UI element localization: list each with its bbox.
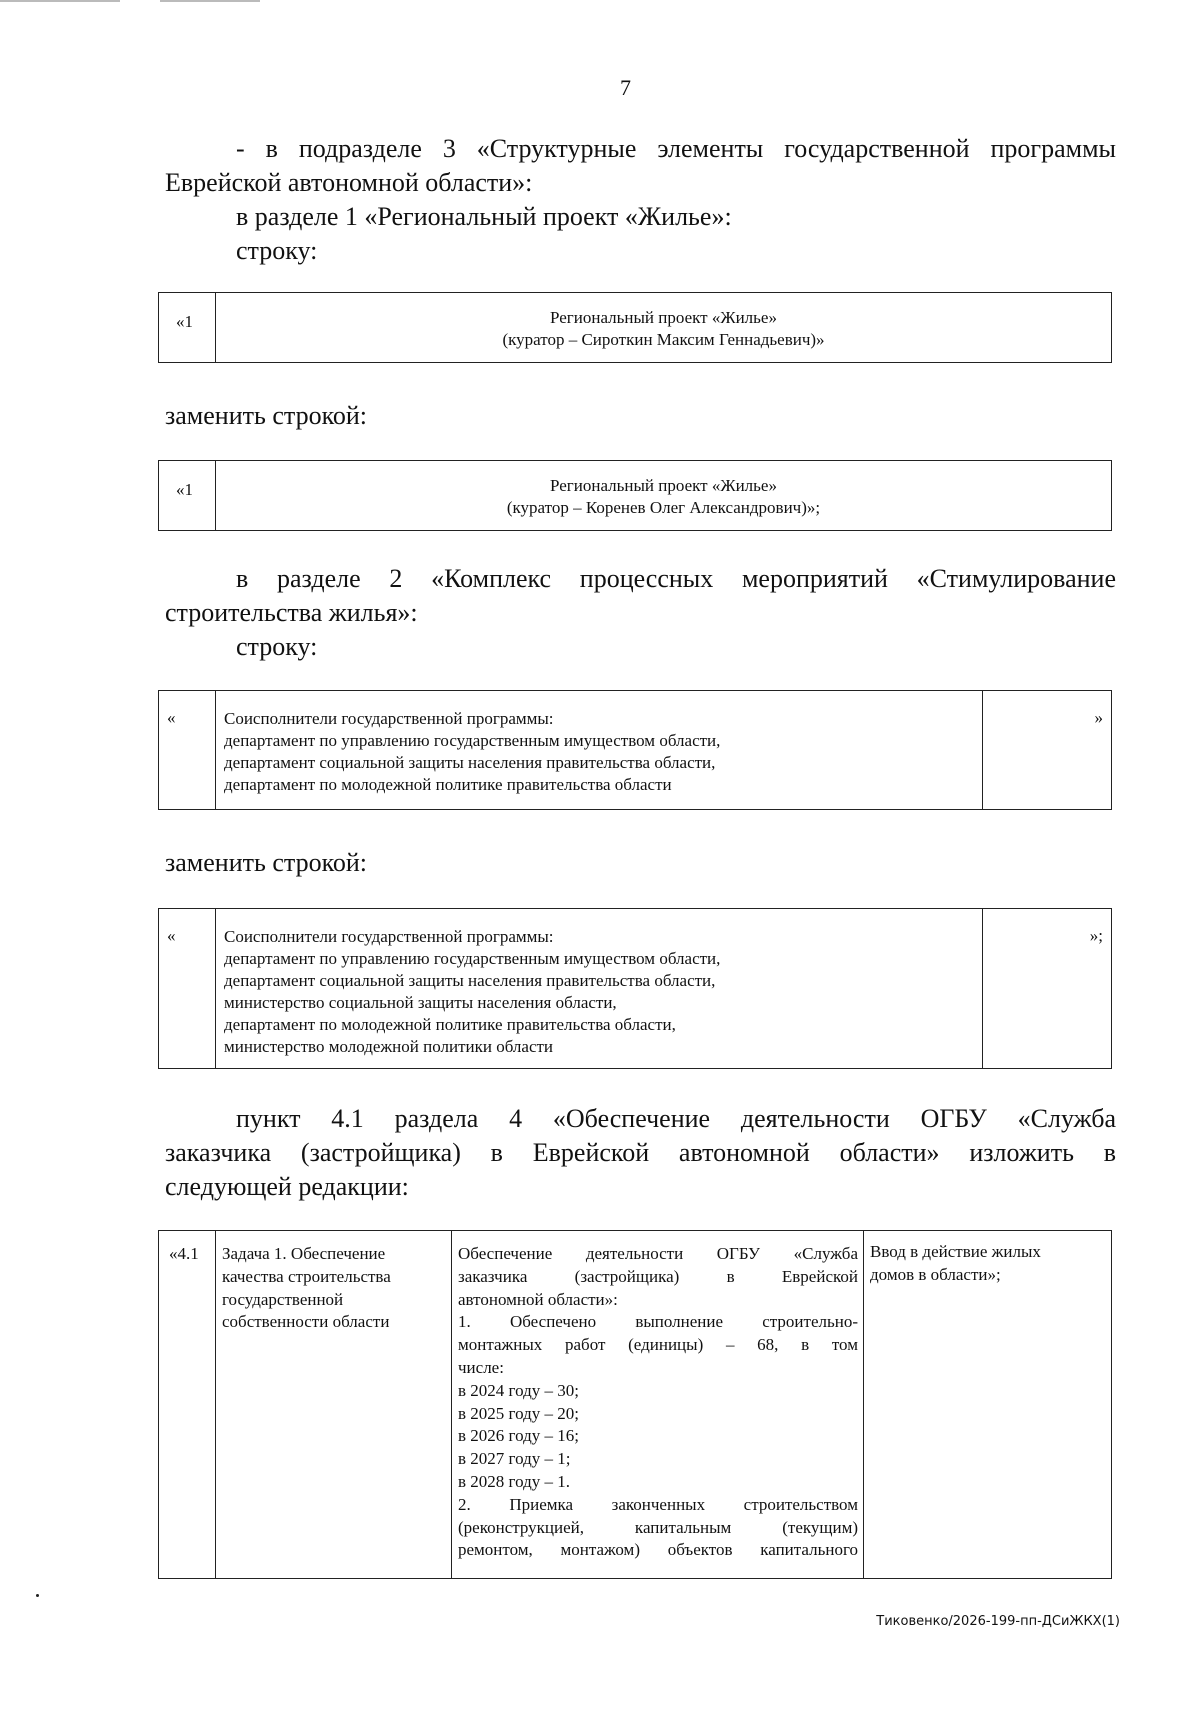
page-number: 7 — [620, 75, 631, 100]
project-cell — [215, 461, 1111, 530]
description-line: заказчика (застройщика) в Еврейской — [458, 1266, 858, 1286]
replace-label-1: заменить строкой: — [165, 401, 368, 430]
document-code: Тиковенко/2026-199-пп-ДСиЖКХ(1) — [876, 1614, 1120, 1629]
row-number: «1 — [176, 312, 193, 331]
intro-line-2: Еврейской автономной области»: — [165, 168, 533, 197]
section3-line-3: следующей редакции: — [165, 1172, 409, 1201]
description-line: 2. Приемка законченных строительством — [458, 1494, 858, 1514]
description-line: монтажных работ (единицы) – 68, в том — [458, 1335, 858, 1355]
table-new-row-1 — [158, 460, 1112, 531]
project-curator: (куратор – Сироткин Максим Геннадьевич)» — [502, 330, 825, 349]
open-quote: « — [167, 708, 176, 727]
coexecutors-cell — [215, 691, 982, 809]
table-new-coexecutors — [158, 908, 1112, 1069]
table-item-4-1 — [158, 1230, 1112, 1579]
description-line: в 2025 году – 20; — [458, 1403, 579, 1423]
close-quote: »; — [1089, 926, 1103, 945]
close-quote-cell — [982, 691, 1111, 809]
coexecutors-line: Соисполнители государственной программы: — [224, 709, 554, 728]
task-line: государственной — [222, 1289, 344, 1309]
description-line: ремонтом, монтажом) объектов капитального — [458, 1540, 858, 1560]
table-old-coexecutors — [158, 690, 1112, 810]
section2-line-2: строительства жилья»: — [165, 598, 418, 627]
task-line: Задача 1. Обеспечение — [222, 1244, 386, 1263]
project-curator: (куратор – Коренев Олег Александрович)»; — [506, 498, 821, 517]
scan-artifact — [0, 0, 120, 2]
result-line: Ввод в действие жилых — [870, 1242, 1041, 1261]
description-line: 1. Обеспечено выполнение строительно- — [458, 1312, 858, 1332]
replace-label-2: заменить строкой: — [165, 848, 368, 877]
task-line: качества строительства — [222, 1266, 391, 1286]
description-line: (реконструкцией, капитальным (текущим) — [458, 1517, 858, 1537]
description-line: в 2028 году – 1. — [458, 1471, 570, 1491]
coexecutors-line: департамент по молодежной политике правительства области — [224, 775, 672, 794]
result-line: домов в области»; — [870, 1264, 1001, 1284]
section3-line-1: пункт 4.1 раздела 4 «Обеспечение деятельности ОГБУ «Служба — [236, 1104, 1116, 1133]
description-line: Обеспечение деятельности ОГБУ «Служба — [458, 1244, 858, 1263]
item-number: «4.1 — [169, 1244, 199, 1263]
project-cell — [215, 293, 1111, 362]
coexecutors-line: департамент по управлению государственным имуществом области, — [224, 949, 721, 968]
coexecutors-line: департамент по управлению государственным имуществом области, — [224, 731, 721, 750]
coexecutors-line: министерство социальной защиты населения области, — [224, 993, 617, 1012]
task-cell — [215, 1231, 451, 1578]
coexecutors-cell — [215, 909, 982, 1068]
task-line: собственности области — [222, 1312, 390, 1332]
section3-line-2: заказчика (застройщика) в Еврейской автономной области» изложить в — [165, 1138, 1116, 1167]
close-quote-cell — [982, 909, 1111, 1068]
coexecutors-line: департамент социальной защиты населения правительства области, — [224, 971, 716, 990]
description-line: в 2027 году – 1; — [458, 1449, 571, 1469]
coexecutors-line: департамент по молодежной политике правительства области, — [224, 1015, 676, 1034]
result-cell — [863, 1231, 1111, 1578]
description-line: в 2026 году – 16; — [458, 1426, 579, 1446]
row-number: «1 — [176, 480, 193, 499]
description-line: автономной области»: — [458, 1289, 618, 1309]
coexecutors-line: министерство молодежной политики области — [224, 1037, 554, 1056]
description-cell — [451, 1231, 863, 1578]
intro-line-1: - в подразделе 3 «Структурные элементы государственной программы — [236, 134, 1116, 163]
table-old-row-1 — [158, 292, 1112, 363]
close-quote: » — [1094, 708, 1103, 727]
project-name: Региональный проект «Жилье» — [550, 308, 777, 327]
intro-line-3: в разделе 1 «Региональный проект «Жилье»: — [236, 202, 732, 231]
description-line: в 2024 году – 30; — [458, 1380, 579, 1400]
coexecutors-line: департамент социальной защиты населения правительства области, — [224, 753, 716, 772]
item-number-cell — [159, 1231, 215, 1578]
intro-line-4: строку: — [236, 236, 318, 265]
scan-dot — [36, 1594, 39, 1597]
open-quote: « — [167, 926, 176, 945]
section2-line-3: строку: — [236, 632, 318, 661]
description-line: числе: — [458, 1357, 504, 1377]
scan-artifact — [160, 0, 260, 2]
project-name: Региональный проект «Жилье» — [550, 476, 777, 495]
section2-line-1: в разделе 2 «Комплекс процессных мероприятий «Стимулирование — [236, 564, 1116, 593]
coexecutors-line: Соисполнители государственной программы: — [224, 927, 554, 946]
